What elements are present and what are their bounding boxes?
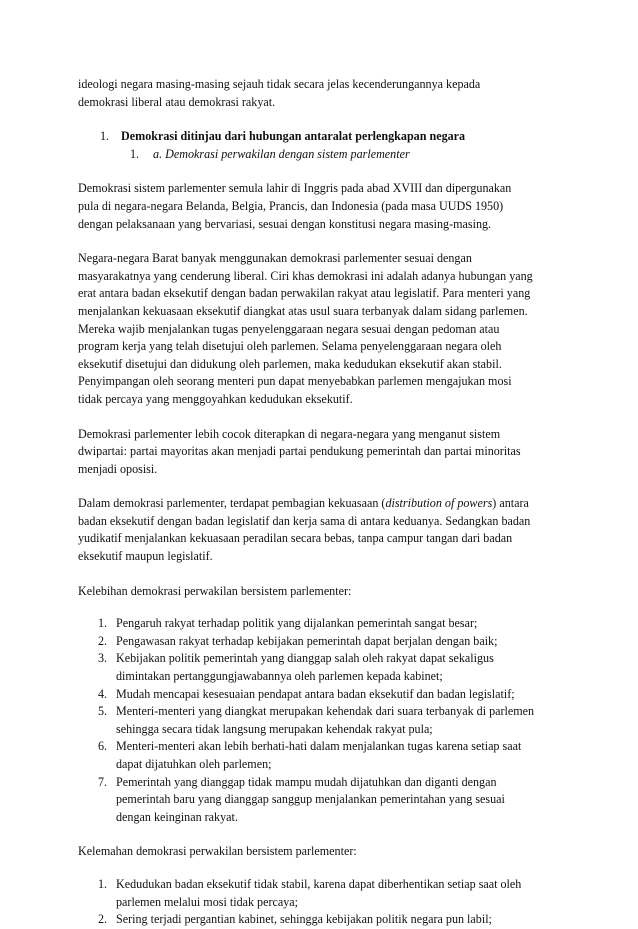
italic-term: distribution of powers bbox=[385, 496, 493, 511]
paragraph-line: Penyimpangan oleh seorang menteri pun dapat menyebabkan parlemen mengajukan mosi bbox=[78, 374, 512, 389]
list-item-line: dimintakan pertanggungjawabannya oleh parlemen kepada kabinet; bbox=[116, 669, 443, 684]
intro-line: ideologi negara masing-masing sejauh tidak secara jelas kecenderungannya kepada bbox=[78, 77, 481, 91]
paragraph-line: erat antara badan eksekutif dengan badan perwakilan rakyat atau legislatif. Para menteri yang bbox=[78, 286, 531, 301]
subsection-heading bbox=[78, 146, 566, 164]
paragraph-line: program kerja yang telah disetujui oleh parlemen. Selama penyelenggaraan negara oleh bbox=[78, 339, 502, 354]
kelebihan-title: Kelebihan demokrasi perwakilan bersistem parlementer: bbox=[78, 583, 352, 598]
list-item-number: 7. bbox=[98, 774, 108, 789]
list-item bbox=[78, 703, 566, 738]
paragraph-line: menjalankan kekuasaan eksekutif diangkat atas usul suara terbanyak dalam sidang parlemen. bbox=[78, 303, 528, 318]
heading-number: 1. bbox=[100, 129, 110, 144]
list-item-number: 2. bbox=[98, 912, 108, 927]
list-item bbox=[78, 615, 566, 633]
subheading-number: 1. bbox=[130, 146, 140, 161]
section-heading bbox=[78, 128, 566, 146]
list-item-line: sehingga secara tidak langsung merupakan kehendak rakyat pula; bbox=[116, 721, 433, 736]
list-item bbox=[78, 686, 566, 704]
paragraph-line: masyarakatnya yang cenderung liberal. Ciri khas demokrasi ini adalah adanya hubungan yang bbox=[78, 268, 533, 283]
intro-paragraph bbox=[78, 76, 566, 111]
paragraph-two-party bbox=[78, 426, 566, 479]
intro-line: demokrasi liberal atau demokrasi rakyat. bbox=[78, 94, 276, 109]
paragraph-line: dwipartai: partai mayoritas akan menjadi partai pendukung pemerintah dan partai minoritas bbox=[78, 444, 521, 459]
subheading-text: a. Demokrasi perwakilan dengan sistem parlementer bbox=[153, 146, 410, 161]
list-item-line: Pengaruh rakyat terhadap politik yang dijalankan pemerintah sangat besar; bbox=[116, 616, 478, 631]
kelebihan-list bbox=[78, 615, 566, 826]
document-content bbox=[78, 76, 566, 929]
list-item-number: 4. bbox=[98, 686, 108, 701]
paragraph-line: badan eksekutif dengan badan legislatif dan kerja sama di antara keduanya. Sedangkan badan bbox=[78, 513, 531, 528]
paragraph-line: Demokrasi parlementer lebih cocok diterapkan di negara-negara yang menganut sistem bbox=[78, 426, 501, 441]
paragraph-line: Negara-negara Barat banyak menggunakan demokrasi parlementer sesuai dengan bbox=[78, 251, 472, 266]
list-item-line: parlemen melalui mosi tidak percaya; bbox=[116, 894, 299, 909]
paragraph-line: eksekutif maupun legislatif. bbox=[78, 549, 213, 564]
kelemahan-list bbox=[78, 876, 566, 929]
list-item-line: Kedudukan badan eksekutif tidak stabil, karena dapat diberhentikan setiap saat oleh bbox=[116, 876, 522, 891]
list-item-line: pemerintah baru yang dianggap sanggup menjalankan pemerintahan yang sesuai bbox=[116, 792, 505, 807]
paragraph-western-countries bbox=[78, 250, 566, 408]
list-item-number: 2. bbox=[98, 633, 108, 648]
paragraph-line: tidak percaya yang menggoyahkan kedudukan eksekutif. bbox=[78, 391, 353, 406]
list-item-line: Sering terjadi pergantian kabinet, sehingga kebijakan politik negara pun labil; bbox=[116, 912, 492, 927]
paragraph-line-end: ) antara bbox=[492, 496, 529, 511]
list-item-number: 1. bbox=[98, 876, 108, 891]
list-item bbox=[78, 911, 566, 929]
list-item-number: 1. bbox=[98, 616, 108, 631]
list-item-number: 3. bbox=[98, 651, 108, 666]
list-item-number: 5. bbox=[98, 704, 108, 719]
heading-text: Demokrasi ditinjau dari hubungan antaralat perlengkapan negara bbox=[121, 129, 466, 144]
list-item-line: dapat dijatuhkan oleh parlemen; bbox=[116, 757, 272, 771]
paragraph-line: eksekutif disetujui dan didukung oleh parlemen, maka kedudukan eksekutif akan stabil. bbox=[78, 356, 502, 371]
list-item bbox=[78, 774, 566, 827]
list-item-line: dengan keinginan rakyat. bbox=[116, 809, 238, 824]
paragraph-line-start: Dalam demokrasi parlementer, terdapat pembagian kekuasaan ( bbox=[78, 496, 386, 511]
list-item-line: Pemerintah yang dianggap tidak mampu mudah dijatuhkan dan diganti dengan bbox=[116, 774, 497, 789]
list-item-line: Kebijakan politik pemerintah yang dianggap salah oleh rakyat dapat sekaligus bbox=[116, 651, 494, 666]
list-item-line: Mudah mencapai kesesuaian pendapat antara badan eksekutif dan badan legislatif; bbox=[116, 686, 515, 701]
list-item-line: Menteri-menteri yang diangkat merupakan kehendak dari suara terbanyak di parlemen bbox=[116, 704, 535, 719]
list-item bbox=[78, 876, 566, 911]
list-item bbox=[78, 738, 566, 773]
paragraph-line: dengan pelaksanaan yang bervariasi, sesuai dengan konstitusi negara masing-masing. bbox=[78, 216, 492, 231]
paragraph-distribution-of-powers bbox=[78, 495, 566, 565]
paragraph-line: Mereka wajib menjalankan tugas penyelenggaraan negara sesuai dengan pedoman atau bbox=[78, 321, 500, 336]
paragraph-line: pula di negara-negara Belanda, Belgia, Prancis, dan Indonesia (pada masa UUDS 1950) bbox=[78, 198, 504, 213]
list-item-number: 6. bbox=[98, 739, 108, 754]
list-item bbox=[78, 650, 566, 685]
paragraph-line: menjadi oposisi. bbox=[78, 461, 158, 476]
paragraph-line: yudikatif menjalankan kekuasaan peradilan secara bebas, tanpa campur tangan dari badan bbox=[78, 531, 513, 546]
kelemahan-title: Kelemahan demokrasi perwakilan bersistem parlementer: bbox=[78, 844, 357, 859]
paragraph-line: Demokrasi sistem parlementer semula lahir di Inggris pada abad XVIII dan dipergunakan bbox=[78, 181, 512, 196]
paragraph-parlementer-origin bbox=[78, 180, 566, 233]
list-item-line: Pengawasan rakyat terhadap kebijakan pemerintah dapat berjalan dengan baik; bbox=[116, 633, 498, 648]
list-item bbox=[78, 633, 566, 651]
list-item-line: Menteri-menteri akan lebih berhati-hati dalam menjalankan tugas karena setiap saat bbox=[116, 739, 522, 754]
